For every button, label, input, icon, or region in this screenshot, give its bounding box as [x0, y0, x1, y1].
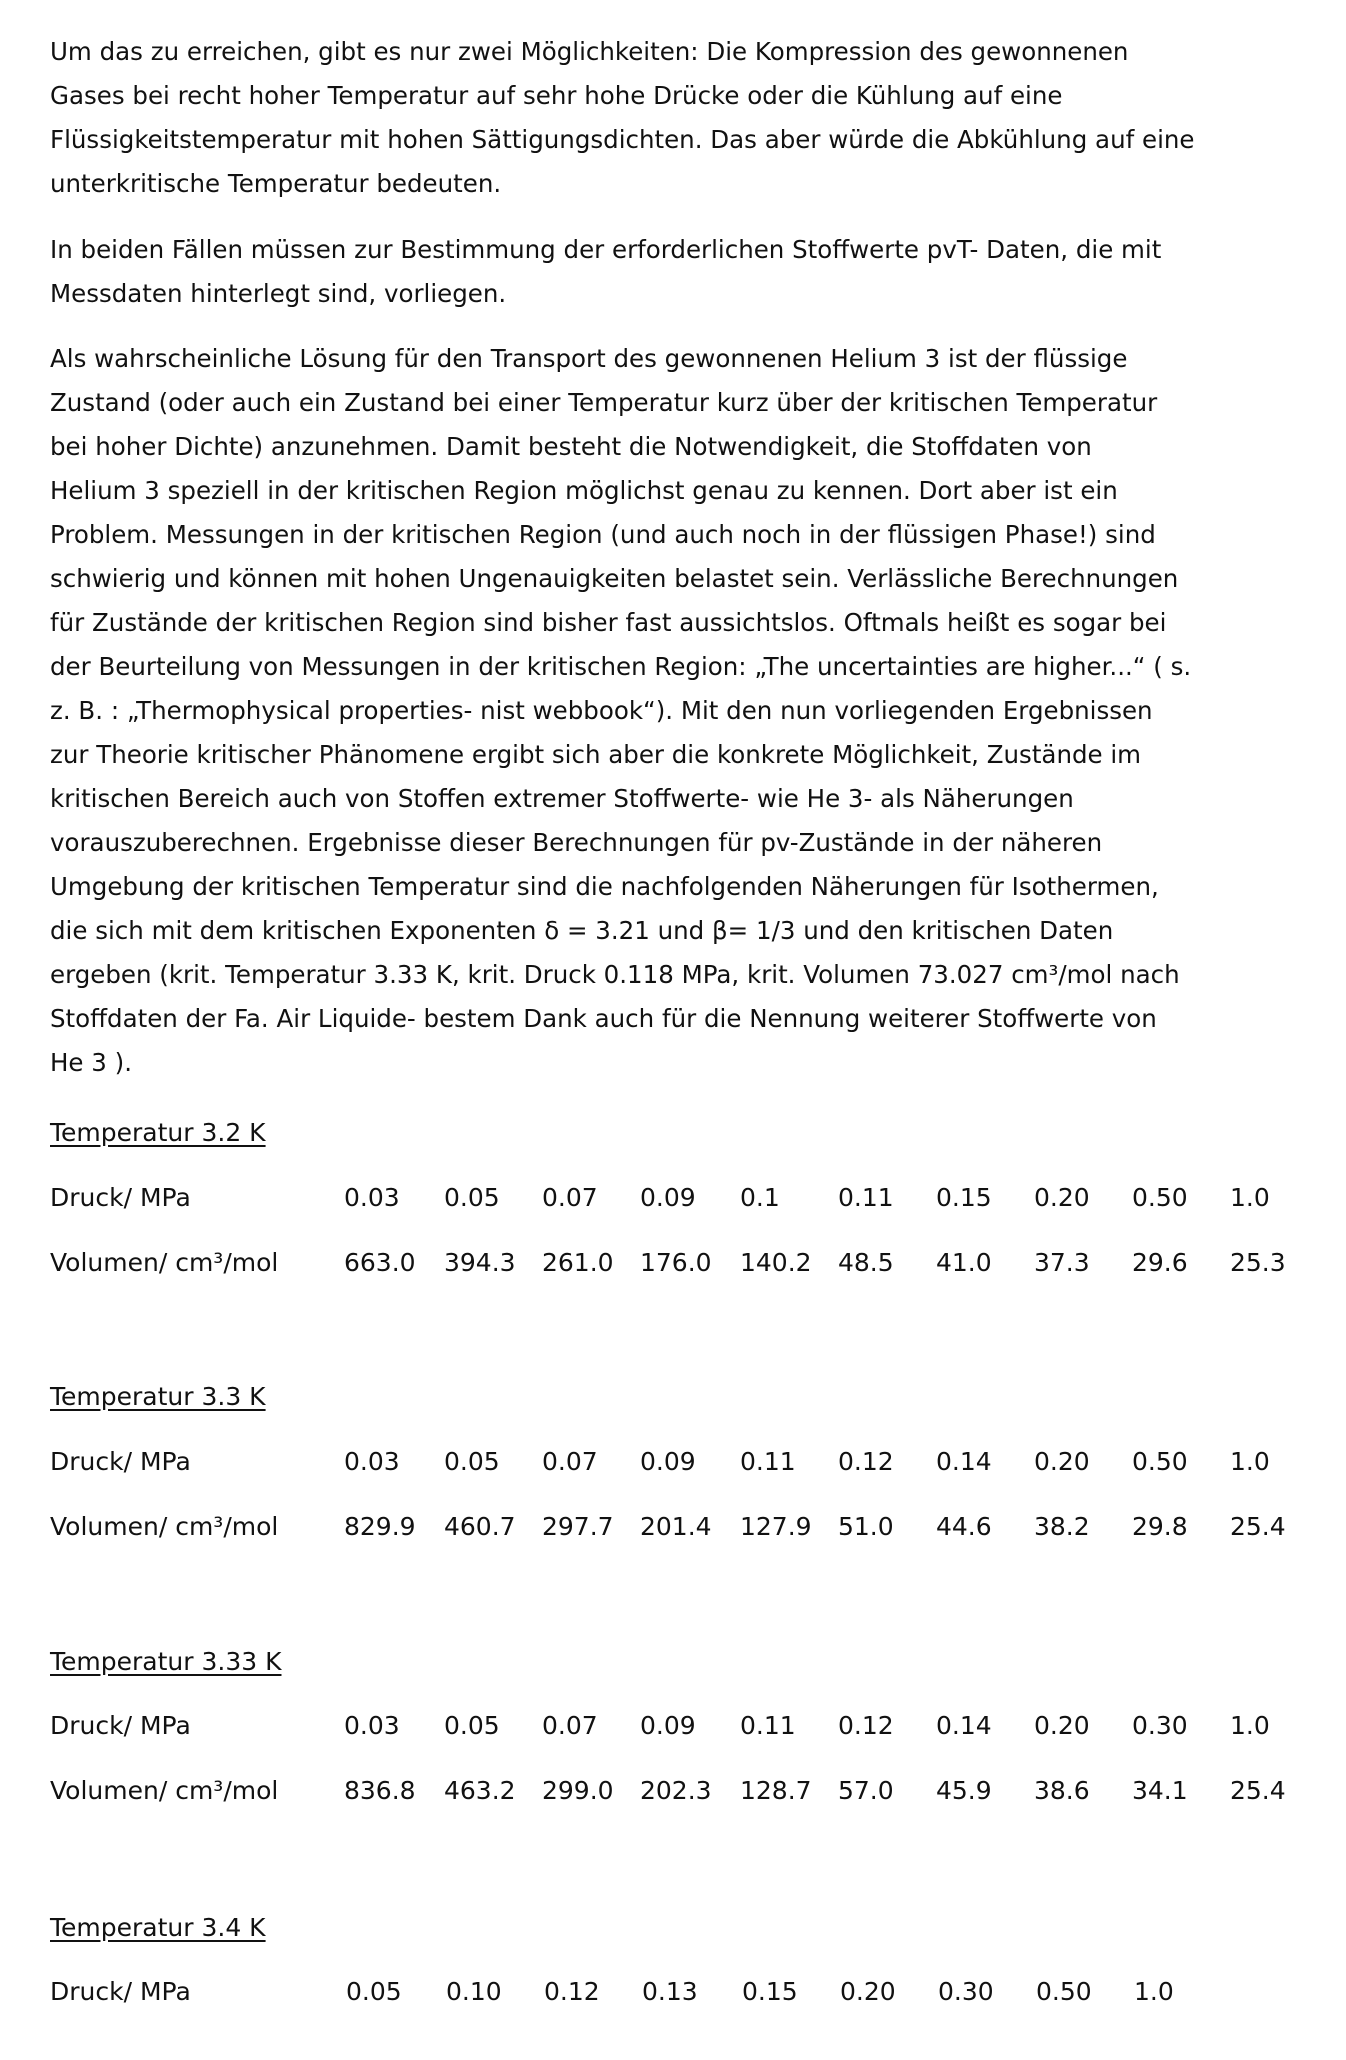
- text-line: Als wahrscheinliche Lösung für den Transport des gewonnenen Helium 3 ist der flüssige: [50, 344, 1128, 373]
- table-cell: 836.8: [344, 1776, 416, 1805]
- row-label: Druck/ MPa: [50, 1447, 191, 1476]
- table-cell: 37.3: [1034, 1248, 1090, 1277]
- table-cell: 0.03: [344, 1711, 400, 1740]
- row-label: Druck/ MPa: [50, 1711, 191, 1740]
- table-cell: 45.9: [936, 1776, 992, 1805]
- text-line: für Zustände der kritischen Region sind bisher fast aussichtslos. Oftmals heißt es sogar bei: [50, 608, 1167, 637]
- table-heading-3-4k: Temperatur 3.4 K: [50, 1913, 266, 1942]
- table-cell: 34.1: [1132, 1776, 1188, 1805]
- table-heading-3-3k: Temperatur 3.3 K: [50, 1382, 266, 1411]
- text-line: der Beurteilung von Messungen in der kritischen Region: „The uncertainties are higher...“ ( s.: [50, 652, 1192, 681]
- table-cell: 38.2: [1034, 1512, 1090, 1541]
- table-heading-3-2k: Temperatur 3.2 K: [50, 1118, 266, 1147]
- table-cell: 202.3: [640, 1776, 712, 1805]
- paragraph-intro: [50, 30, 1320, 206]
- table-cell: 25.3: [1230, 1248, 1286, 1277]
- table-cell: 0.11: [838, 1183, 894, 1212]
- table-cell: 0.50: [1036, 1977, 1092, 2006]
- table-cell: 0.05: [444, 1711, 500, 1740]
- table-cell: 0.15: [742, 1977, 798, 2006]
- table-cell: 0.05: [444, 1183, 500, 1212]
- table-cell: 0.03: [344, 1447, 400, 1476]
- row-label: Volumen/ cm³/mol: [50, 1248, 279, 1277]
- text-line: Gases bei recht hoher Temperatur auf sehr hohe Drücke oder die Kühlung auf eine: [50, 81, 1063, 110]
- text-line: kritischen Bereich auch von Stoffen extremer Stoffwerte- wie He 3- als Näherungen: [50, 784, 1074, 813]
- text-line: Flüssigkeitstemperatur mit hohen Sättigungsdichten. Das aber würde die Abkühlung auf eine: [50, 125, 1195, 154]
- table-cell: 140.2: [740, 1248, 812, 1277]
- text-line: Umgebung der kritischen Temperatur sind die nachfolgenden Näherungen für Isothermen,: [50, 872, 1159, 901]
- paragraph-pvt-data: [50, 228, 1320, 316]
- table-cell: 0.20: [840, 1977, 896, 2006]
- table-cell: 0.20: [1034, 1447, 1090, 1476]
- table-cell: 1.0: [1230, 1447, 1270, 1476]
- text-line: Zustand (oder auch ein Zustand bei einer Temperatur kurz über der kritischen Temperatur: [50, 388, 1158, 417]
- table-cell: 0.09: [640, 1447, 696, 1476]
- table-cell: 1.0: [1134, 1977, 1174, 2006]
- table-cell: 38.6: [1034, 1776, 1090, 1805]
- text-line: bei hoher Dichte) anzunehmen. Damit besteht die Notwendigkeit, die Stoffdaten von: [50, 432, 1092, 461]
- table-cell: 127.9: [740, 1512, 812, 1541]
- table-cell: 0.20: [1034, 1183, 1090, 1212]
- table-cell: 0.14: [936, 1447, 992, 1476]
- table-cell: 297.7: [542, 1512, 614, 1541]
- table-cell: 0.12: [838, 1447, 894, 1476]
- table-cell: 0.13: [642, 1977, 698, 2006]
- text-line: Problem. Messungen in der kritischen Region (und auch noch in der flüssigen Phase!) sind: [50, 520, 1156, 549]
- text-line: In beiden Fällen müssen zur Bestimmung der erforderlichen Stoffwerte pvT- Daten, die mit: [50, 235, 1162, 264]
- text-line: Um das zu erreichen, gibt es nur zwei Möglichkeiten: Die Kompression des gewonnenen: [50, 37, 1129, 66]
- table-cell: 51.0: [838, 1512, 894, 1541]
- table-cell: 0.20: [1034, 1711, 1090, 1740]
- table-cell: 0.14: [936, 1711, 992, 1740]
- table-cell: 0.12: [544, 1977, 600, 2006]
- table-cell: 0.05: [346, 1977, 402, 2006]
- table-cell: 0.50: [1132, 1447, 1188, 1476]
- table-cell: 0.30: [938, 1977, 994, 2006]
- row-label: Volumen/ cm³/mol: [50, 1512, 279, 1541]
- table-cell: 1.0: [1230, 1183, 1270, 1212]
- table-cell: 25.4: [1230, 1776, 1286, 1805]
- table-cell: 0.30: [1132, 1711, 1188, 1740]
- text-line: die sich mit dem kritischen Exponenten δ = 3.21 und β= 1/3 und den kritischen Daten: [50, 916, 1114, 945]
- table-cell: 0.1: [740, 1183, 780, 1212]
- table-cell: 57.0: [838, 1776, 894, 1805]
- table-cell: 29.8: [1132, 1512, 1188, 1541]
- table-cell: 460.7: [444, 1512, 516, 1541]
- row-label: Druck/ MPa: [50, 1977, 191, 2006]
- table-cell: 41.0: [936, 1248, 992, 1277]
- table-cell: 299.0: [542, 1776, 614, 1805]
- table-cell: 829.9: [344, 1512, 416, 1541]
- table-cell: 0.09: [640, 1711, 696, 1740]
- text-line: unterkritische Temperatur bedeuten.: [50, 169, 502, 198]
- table-cell: 0.07: [542, 1183, 598, 1212]
- text-line: z. B. : „Thermophysical properties- nist webbook“). Mit den nun vorliegenden Ergebnissen: [50, 696, 1153, 725]
- table-cell: 0.11: [740, 1711, 796, 1740]
- table-cell: 0.07: [542, 1711, 598, 1740]
- table-heading-3-33k: Temperatur 3.33 K: [50, 1647, 282, 1676]
- table-cell: 463.2: [444, 1776, 516, 1805]
- table-cell: 663.0: [344, 1248, 416, 1277]
- row-label: Volumen/ cm³/mol: [50, 1776, 279, 1805]
- text-line: Stoffdaten der Fa. Air Liquide- bestem Dank auch für die Nennung weiterer Stoffwerte von: [50, 1004, 1157, 1033]
- text-line: zur Theorie kritischer Phänomene ergibt sich aber die konkrete Möglichkeit, Zustände im: [50, 740, 1142, 769]
- table-cell: 0.10: [446, 1977, 502, 2006]
- table-cell: 25.4: [1230, 1512, 1286, 1541]
- table-cell: 261.0: [542, 1248, 614, 1277]
- table-cell: 0.15: [936, 1183, 992, 1212]
- table-cell: 0.11: [740, 1447, 796, 1476]
- table-cell: 44.6: [936, 1512, 992, 1541]
- table-cell: 176.0: [640, 1248, 712, 1277]
- paragraph-helium-transport: [50, 337, 1320, 1085]
- table-cell: 0.05: [444, 1447, 500, 1476]
- table-cell: 48.5: [838, 1248, 894, 1277]
- text-line: schwierig und können mit hohen Ungenauigkeiten belastet sein. Verlässliche Berechnungen: [50, 564, 1179, 593]
- table-cell: 1.0: [1230, 1711, 1270, 1740]
- text-line: Messdaten hinterlegt sind, vorliegen.: [50, 279, 507, 308]
- row-label: Druck/ MPa: [50, 1183, 191, 1212]
- table-cell: 201.4: [640, 1512, 712, 1541]
- table-cell: 0.12: [838, 1711, 894, 1740]
- table-cell: 394.3: [444, 1248, 516, 1277]
- table-cell: 0.03: [344, 1183, 400, 1212]
- table-cell: 0.07: [542, 1447, 598, 1476]
- table-cell: 0.50: [1132, 1183, 1188, 1212]
- table-cell: 0.09: [640, 1183, 696, 1212]
- text-line: He 3 ).: [50, 1048, 133, 1077]
- text-line: Helium 3 speziell in der kritischen Region möglichst genau zu kennen. Dort aber ist ein: [50, 476, 1118, 505]
- text-line: ergeben (krit. Temperatur 3.33 K, krit. Druck 0.118 MPa, krit. Volumen 73.027 cm³/mol nach: [50, 960, 1180, 989]
- table-cell: 29.6: [1132, 1248, 1188, 1277]
- table-cell: 128.7: [740, 1776, 812, 1805]
- text-line: vorauszuberechnen. Ergebnisse dieser Berechnungen für pv-Zustände in der näheren: [50, 828, 1103, 857]
